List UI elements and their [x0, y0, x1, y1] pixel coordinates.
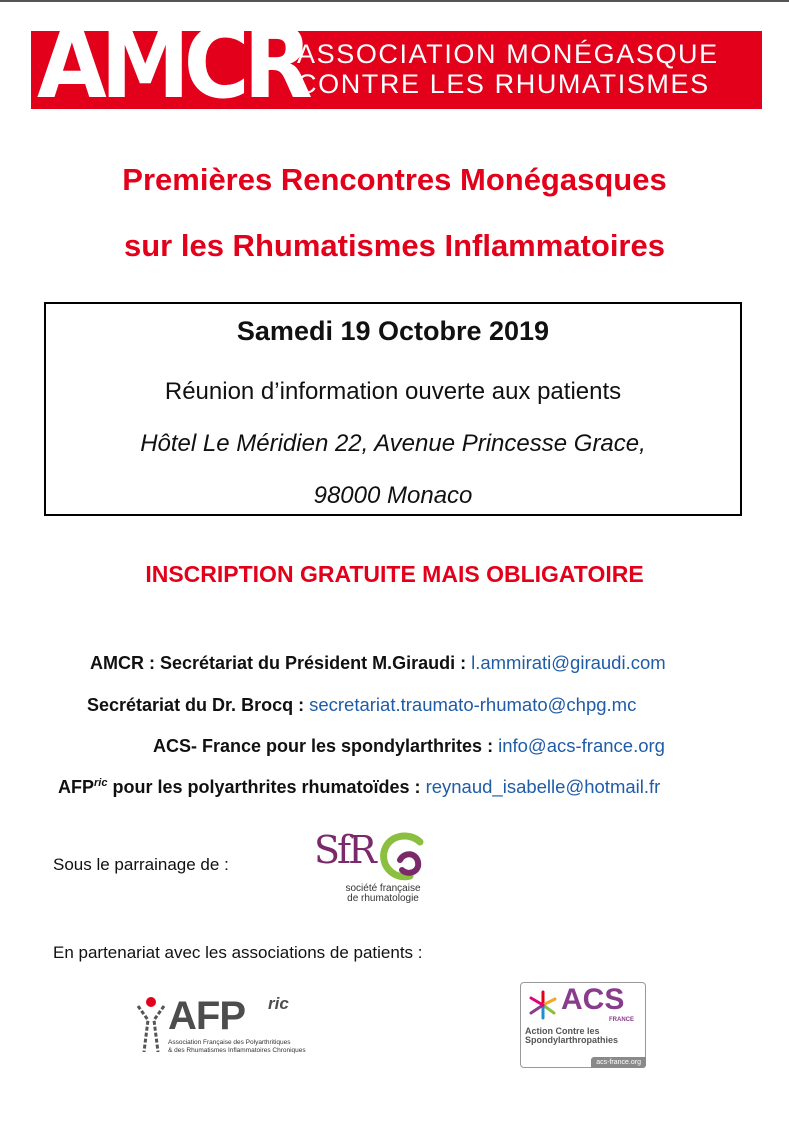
acs-logo-word: ACS	[561, 983, 625, 1016]
sfr-caption-line-2: de rhumatologie	[347, 893, 419, 904]
tagline-line-2: CONTRE LES RHUMATISMES	[297, 69, 710, 99]
afpric-logo-caption	[168, 1039, 306, 1055]
contact-label: ACS- France pour les spondylarthrites :	[153, 736, 494, 756]
event-address-line-2: 98000 Monaco	[313, 482, 473, 509]
sfr-caption-line-1: société française	[345, 883, 421, 894]
tagline-line-1: ASSOCIATION MONÉGASQUE	[297, 39, 719, 69]
page-title-line-2: sur les Rhumatismes Inflammatoires	[124, 228, 665, 263]
event-address-line-1: Hôtel Le Méridien 22, Avenue Princesse Grace,	[140, 430, 646, 457]
contact-email-link[interactable]: reynaud_isabelle@hotmail.fr	[425, 776, 661, 797]
contact-email-link[interactable]: l.ammirati@giraudi.com	[471, 652, 666, 673]
afpric-figure-icon	[134, 994, 168, 1056]
event-description: Réunion d’information ouverte aux patients	[164, 378, 622, 405]
partners-label: En partenariat avec les associations de patients :	[53, 943, 423, 962]
acs-caption-line-1: Action Contre les	[525, 1026, 600, 1036]
sfr-logo-letters: SfR	[314, 828, 374, 872]
acs-caption-line-2: Spondylarthropathies	[525, 1035, 619, 1045]
sfr-logo-caption	[334, 884, 432, 904]
header-tagline	[297, 39, 719, 99]
contact-email-link[interactable]: secretariat.traumato-rhumato@chpg.mc	[309, 694, 637, 715]
event-info-box	[44, 302, 742, 516]
contact-email-link[interactable]: info@acs-france.org	[498, 735, 665, 756]
acs-logo-caption	[525, 1027, 618, 1045]
sfr-logo	[310, 828, 430, 910]
contact-label-sup: ric	[94, 777, 108, 789]
afpric-logo-sup: ric	[268, 994, 289, 1013]
contact-afpric	[58, 776, 660, 798]
page-title-line-1: Premières Rencontres Monégasques	[122, 162, 667, 197]
acs-logo-country: FRANCE	[609, 1017, 634, 1023]
contact-label: AMCR : Secrétariat du Président M.Giraudi :	[90, 653, 467, 673]
acs-logo-url: acs-france.org	[591, 1057, 646, 1068]
acs-star-icon	[527, 989, 559, 1021]
registration-notice: INSCRIPTION GRATUITE MAIS OBLIGATOIRE	[145, 561, 644, 587]
afpric-logo-word: AFP	[168, 994, 245, 1038]
afpric-caption-line-2: & des Rhumatismes Inflammatoires Chroniques	[168, 1047, 306, 1054]
top-border-line	[0, 0, 789, 2]
event-date: Samedi 19 Octobre 2019	[236, 316, 550, 346]
sfr-swirl-icon	[376, 830, 428, 882]
amcr-logo: AMCR	[37, 7, 307, 121]
contact-label-prefix: AFP	[58, 777, 94, 797]
contact-label: Secrétariat du Dr. Brocq :	[87, 695, 305, 715]
afpric-caption-line-1: Association Française des Polyarthritiques	[168, 1039, 291, 1046]
afpric-logo	[134, 992, 310, 1062]
sponsor-label: Sous le parrainage de :	[53, 855, 229, 874]
header-banner	[31, 7, 762, 121]
acs-logo	[520, 982, 646, 1068]
contact-label: pour les polyarthrites rhumatoïdes :	[112, 777, 421, 797]
contact-amcr	[90, 652, 666, 674]
contact-dr-brocq	[87, 694, 636, 716]
contact-acs-france	[153, 735, 665, 757]
